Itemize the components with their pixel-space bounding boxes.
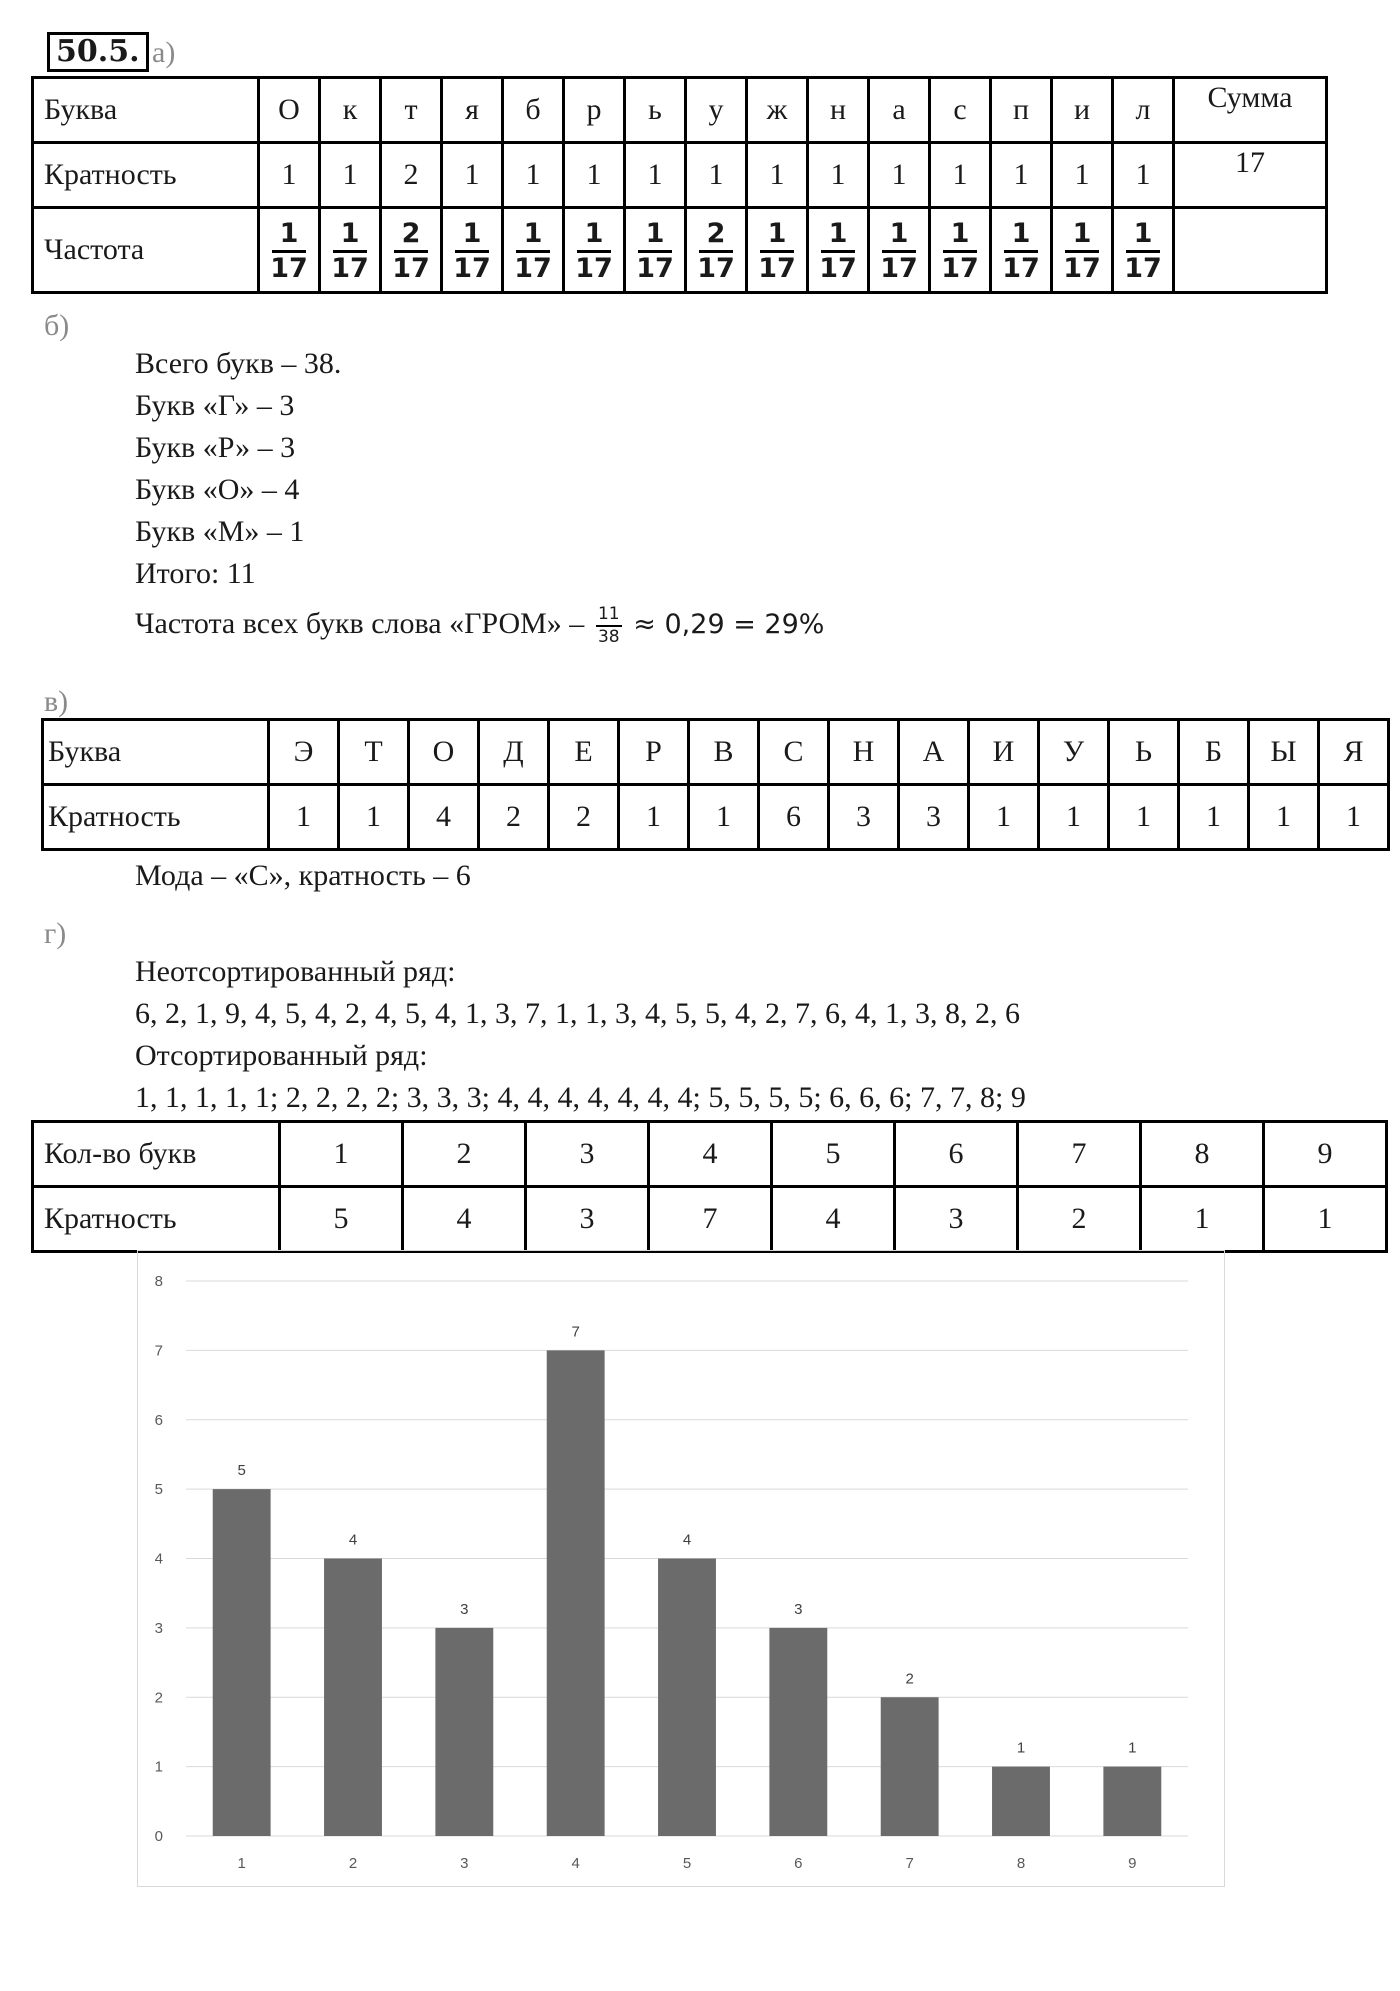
multiplicity-cell: 1 <box>930 143 991 208</box>
line-letter-o: Букв «О» – 4 <box>135 473 300 506</box>
letter-cell: у <box>686 78 747 143</box>
data-label: 2 <box>905 1670 914 1688</box>
multiplicity-cell: 1 <box>442 143 503 208</box>
frequency-cell <box>686 208 747 293</box>
multiplicity-cell: 1 <box>1249 785 1319 850</box>
multiplicity-cell: 1 <box>1113 143 1174 208</box>
bar <box>324 1559 382 1837</box>
multiplicity-cell: 1 <box>1319 785 1389 850</box>
y-tick-label: 3 <box>154 1619 163 1637</box>
multiplicity-cell: 2 <box>1018 1187 1141 1252</box>
frequency-fraction <box>1124 219 1162 284</box>
frequency-cell <box>808 208 869 293</box>
unsorted-label: Неотсортированный ряд: <box>135 955 456 988</box>
data-label: 3 <box>460 1600 469 1618</box>
fraction-denominator: 17 <box>697 253 735 284</box>
frequency-cell <box>930 208 991 293</box>
fraction-denominator: 17 <box>514 253 552 284</box>
frequency-fraction <box>819 219 857 284</box>
count-cell: 8 <box>1141 1122 1264 1187</box>
fraction-numerator: 1 <box>950 218 970 249</box>
frequency-cell <box>442 208 503 293</box>
multiplicity-cell: 1 <box>1039 785 1109 850</box>
frequency-fraction <box>758 219 796 284</box>
multiplicity-cell: 1 <box>619 785 689 850</box>
bar <box>547 1350 605 1836</box>
line-total: Итого: 11 <box>135 557 256 590</box>
letter-cell: ж <box>747 78 808 143</box>
row-label-multiplicity: Кратность <box>43 785 269 850</box>
multiplicity-cell: 5 <box>280 1187 403 1252</box>
frequency-fraction <box>697 219 735 284</box>
multiplicity-cell: 1 <box>969 785 1039 850</box>
x-tick-label: 8 <box>1016 1855 1026 1872</box>
multiplicity-cell: 1 <box>991 143 1052 208</box>
multiplicity-cell: 1 <box>259 143 320 208</box>
multiplicity-cell: 1 <box>269 785 339 850</box>
data-label: 5 <box>237 1462 246 1480</box>
multiplicity-cell: 1 <box>686 143 747 208</box>
fraction-denominator: 17 <box>636 253 674 284</box>
frequency-fraction <box>575 219 613 284</box>
frequency-cell <box>381 208 442 293</box>
fraction-denominator: 17 <box>1124 253 1162 284</box>
multiplicity-cell: 1 <box>339 785 409 850</box>
multiplicity-cell: 1 <box>747 143 808 208</box>
letter-cell: п <box>991 78 1052 143</box>
frequency-fraction <box>331 219 369 284</box>
frequency-cell <box>503 208 564 293</box>
letter-cell: В <box>689 720 759 785</box>
frequency-cell <box>259 208 320 293</box>
y-tick-label: 0 <box>154 1828 163 1845</box>
y-tick-label: 6 <box>154 1411 163 1429</box>
frequency-cell <box>1052 208 1113 293</box>
multiplicity-cell: 1 <box>689 785 759 850</box>
frequency-fraction <box>453 219 491 284</box>
line-letter-r: Букв «Р» – 3 <box>135 431 296 464</box>
y-tick-label: 8 <box>154 1273 163 1290</box>
frequency-fraction <box>270 219 308 284</box>
bar <box>658 1559 716 1837</box>
frequency-cell <box>991 208 1052 293</box>
letter-cell: И <box>969 720 1039 785</box>
multiplicity-cell: 4 <box>772 1187 895 1252</box>
frequency-result: ≈ 0,29 = 29% <box>633 609 825 640</box>
letter-cell: О <box>259 78 320 143</box>
letter-cell: б <box>503 78 564 143</box>
x-tick-label: 2 <box>348 1855 358 1872</box>
letter-cell: С <box>759 720 829 785</box>
count-cell: 3 <box>526 1122 649 1187</box>
fraction-numerator: 1 <box>584 218 604 249</box>
letter-cell: Д <box>479 720 549 785</box>
multiplicity-cell: 2 <box>479 785 549 850</box>
sum-empty-cell <box>1174 208 1327 293</box>
x-tick-label: 9 <box>1128 1855 1137 1872</box>
x-tick-label: 5 <box>682 1855 692 1872</box>
part-g-label: г) <box>44 917 67 950</box>
frequency-fraction <box>392 219 430 284</box>
letter-cell: я <box>442 78 503 143</box>
bar <box>769 1628 827 1836</box>
fraction-denominator: 17 <box>941 253 979 284</box>
letter-cell: Я <box>1319 720 1389 785</box>
row-label-multiplicity: Кратность <box>33 143 259 208</box>
multiplicity-cell: 2 <box>381 143 442 208</box>
fraction-numerator: 1 <box>645 218 665 249</box>
table-row <box>33 78 1327 143</box>
frequency-cell <box>564 208 625 293</box>
count-cell: 1 <box>280 1122 403 1187</box>
count-cell: 7 <box>1018 1122 1141 1187</box>
letter-cell: А <box>899 720 969 785</box>
line-letter-m: Букв «М» – 1 <box>135 515 305 548</box>
part-v-label: в) <box>44 685 69 718</box>
x-tick-label: 7 <box>905 1855 914 1872</box>
table-row <box>43 720 1389 785</box>
multiplicity-cell: 1 <box>1141 1187 1264 1252</box>
table-row <box>33 1187 1387 1252</box>
multiplicity-cell: 4 <box>409 785 479 850</box>
bar <box>881 1697 939 1836</box>
row-label-letter: Буква <box>33 78 259 143</box>
fraction-denominator: 17 <box>392 253 430 284</box>
fraction-denominator: 17 <box>331 253 369 284</box>
frequency-cell <box>747 208 808 293</box>
data-label: 4 <box>682 1531 692 1549</box>
letter-cell: Ь <box>1109 720 1179 785</box>
bar <box>1103 1767 1161 1836</box>
letter-cell: Ы <box>1249 720 1319 785</box>
fraction-denominator: 17 <box>1063 253 1101 284</box>
multiplicity-cell: 1 <box>1264 1187 1387 1252</box>
multiplicity-cell: 3 <box>899 785 969 850</box>
fraction-numerator: 1 <box>462 218 482 249</box>
row-label-frequency: Частота <box>33 208 259 293</box>
fraction-numerator: 1 <box>523 218 543 249</box>
fraction-denominator: 17 <box>270 253 308 284</box>
row-label-multiplicity: Кратность <box>33 1187 280 1252</box>
letter-cell: Б <box>1179 720 1249 785</box>
fraction-numerator: 1 <box>279 218 299 249</box>
bar <box>435 1628 493 1836</box>
letter-cell: а <box>869 78 930 143</box>
multiplicity-cell: 2 <box>549 785 619 850</box>
sorted-series: 1, 1, 1, 1, 1; 2, 2, 2, 2; 3, 3, 3; 4, 4, 4, 4, 4, 4, 4; 5, 5, 5, 5; 6, 6, 6; 7, 7, 8; 9 <box>135 1081 1026 1114</box>
letter-cell: Е <box>549 720 619 785</box>
frequency-fraction <box>514 219 552 284</box>
fraction-numerator: 1 <box>1072 218 1092 249</box>
fraction-numerator: 11 <box>597 604 620 625</box>
multiplicity-cell: 1 <box>503 143 564 208</box>
letter-cell: к <box>320 78 381 143</box>
letter-cell: и <box>1052 78 1113 143</box>
bar-chart <box>137 1250 1225 1887</box>
frequency-cell <box>869 208 930 293</box>
frequency-fraction <box>1002 219 1040 284</box>
letter-cell: т <box>381 78 442 143</box>
fraction-denominator: 17 <box>819 253 857 284</box>
frequency-fraction <box>596 605 622 647</box>
x-tick-label: 6 <box>794 1855 803 1872</box>
frequency-cell <box>320 208 381 293</box>
data-label: 1 <box>1128 1739 1137 1757</box>
count-cell: 9 <box>1264 1122 1387 1187</box>
frequency-cell <box>1113 208 1174 293</box>
bar-chart-svg <box>138 1251 1224 1886</box>
unsorted-series: 6, 2, 1, 9, 4, 5, 4, 2, 4, 5, 4, 1, 3, 7, 1, 1, 3, 4, 5, 5, 4, 2, 7, 6, 4, 1, 3, 8, 2, 6 <box>135 997 1020 1030</box>
letter-cell: н <box>808 78 869 143</box>
fraction-numerator: 1 <box>828 218 848 249</box>
part-a-label: а) <box>152 36 176 69</box>
y-tick-label: 7 <box>154 1342 163 1360</box>
letter-cell: Н <box>829 720 899 785</box>
data-label: 3 <box>794 1600 803 1618</box>
multiplicity-cell: 1 <box>564 143 625 208</box>
table-row <box>33 1122 1387 1187</box>
table-row <box>33 143 1327 208</box>
letter-cell: Р <box>619 720 689 785</box>
multiplicity-cell: 1 <box>869 143 930 208</box>
bar <box>992 1767 1050 1836</box>
multiplicity-cell: 1 <box>808 143 869 208</box>
letter-multiplicity-table <box>41 718 1390 851</box>
fraction-numerator: 1 <box>1133 218 1153 249</box>
fraction-denominator: 38 <box>597 627 620 648</box>
count-cell: 2 <box>403 1122 526 1187</box>
fraction-numerator: 2 <box>706 218 726 249</box>
fraction-numerator: 1 <box>767 218 787 249</box>
frequency-line <box>135 603 824 647</box>
multiplicity-cell: 1 <box>1179 785 1249 850</box>
table-row <box>43 785 1389 850</box>
row-label-letter: Буква <box>43 720 269 785</box>
fraction-denominator: 17 <box>758 253 796 284</box>
fraction-denominator: 17 <box>1002 253 1040 284</box>
line-total-letters: Всего букв – 38. <box>135 347 342 380</box>
data-label: 7 <box>571 1323 580 1341</box>
multiplicity-cell: 7 <box>649 1187 772 1252</box>
line-letter-g: Букв «Г» – 3 <box>135 389 295 422</box>
mode-text: Мода – «С», кратность – 6 <box>135 859 471 892</box>
part-b-label: б) <box>44 309 70 342</box>
letter-cell: с <box>930 78 991 143</box>
letter-cell: У <box>1039 720 1109 785</box>
frequency-fraction <box>941 219 979 284</box>
y-tick-label: 4 <box>154 1550 163 1568</box>
fraction-numerator: 1 <box>340 218 360 249</box>
frequency-fraction <box>1063 219 1101 284</box>
table-row <box>33 208 1327 293</box>
exercise-number: 50.5. <box>47 32 149 72</box>
row-label-count: Кол-во букв <box>33 1122 280 1187</box>
y-tick-label: 5 <box>154 1481 163 1499</box>
sum-header: Сумма <box>1174 78 1327 143</box>
x-tick-label: 1 <box>237 1855 246 1872</box>
x-tick-label: 4 <box>571 1855 580 1872</box>
fraction-denominator: 17 <box>880 253 918 284</box>
multiplicity-cell: 1 <box>625 143 686 208</box>
part-b-text <box>135 343 824 647</box>
multiplicity-cell: 3 <box>895 1187 1018 1252</box>
count-cell: 4 <box>649 1122 772 1187</box>
data-label: 1 <box>1016 1739 1026 1757</box>
bar <box>213 1489 271 1836</box>
word-length-table <box>31 1120 1388 1253</box>
multiplicity-cell: 1 <box>1052 143 1113 208</box>
fraction-denominator: 17 <box>575 253 613 284</box>
letter-cell: л <box>1113 78 1174 143</box>
frequency-fraction <box>636 219 674 284</box>
sorted-label: Отсортированный ряд: <box>135 1039 428 1072</box>
y-tick-label: 2 <box>154 1689 163 1707</box>
sum-value: 17 <box>1174 143 1327 208</box>
part-g-text <box>135 951 1026 1119</box>
fraction-numerator: 1 <box>1011 218 1031 249</box>
letter-cell: Э <box>269 720 339 785</box>
multiplicity-cell: 1 <box>320 143 381 208</box>
frequency-cell <box>625 208 686 293</box>
letter-cell: О <box>409 720 479 785</box>
multiplicity-cell: 3 <box>829 785 899 850</box>
multiplicity-cell: 6 <box>759 785 829 850</box>
letter-cell: ь <box>625 78 686 143</box>
frequency-prefix: Частота всех букв слова «ГРОМ» – <box>135 607 585 640</box>
frequency-fraction <box>880 219 918 284</box>
data-label: 4 <box>348 1531 358 1549</box>
count-cell: 5 <box>772 1122 895 1187</box>
fraction-numerator: 2 <box>401 218 421 249</box>
x-tick-label: 3 <box>460 1855 469 1872</box>
count-cell: 6 <box>895 1122 1018 1187</box>
fraction-denominator: 17 <box>453 253 491 284</box>
multiplicity-cell: 4 <box>403 1187 526 1252</box>
letter-cell: р <box>564 78 625 143</box>
fraction-numerator: 1 <box>889 218 909 249</box>
y-tick-label: 1 <box>154 1758 163 1776</box>
letter-cell: Т <box>339 720 409 785</box>
letter-frequency-table <box>31 76 1328 294</box>
multiplicity-cell: 1 <box>1109 785 1179 850</box>
multiplicity-cell: 3 <box>526 1187 649 1252</box>
